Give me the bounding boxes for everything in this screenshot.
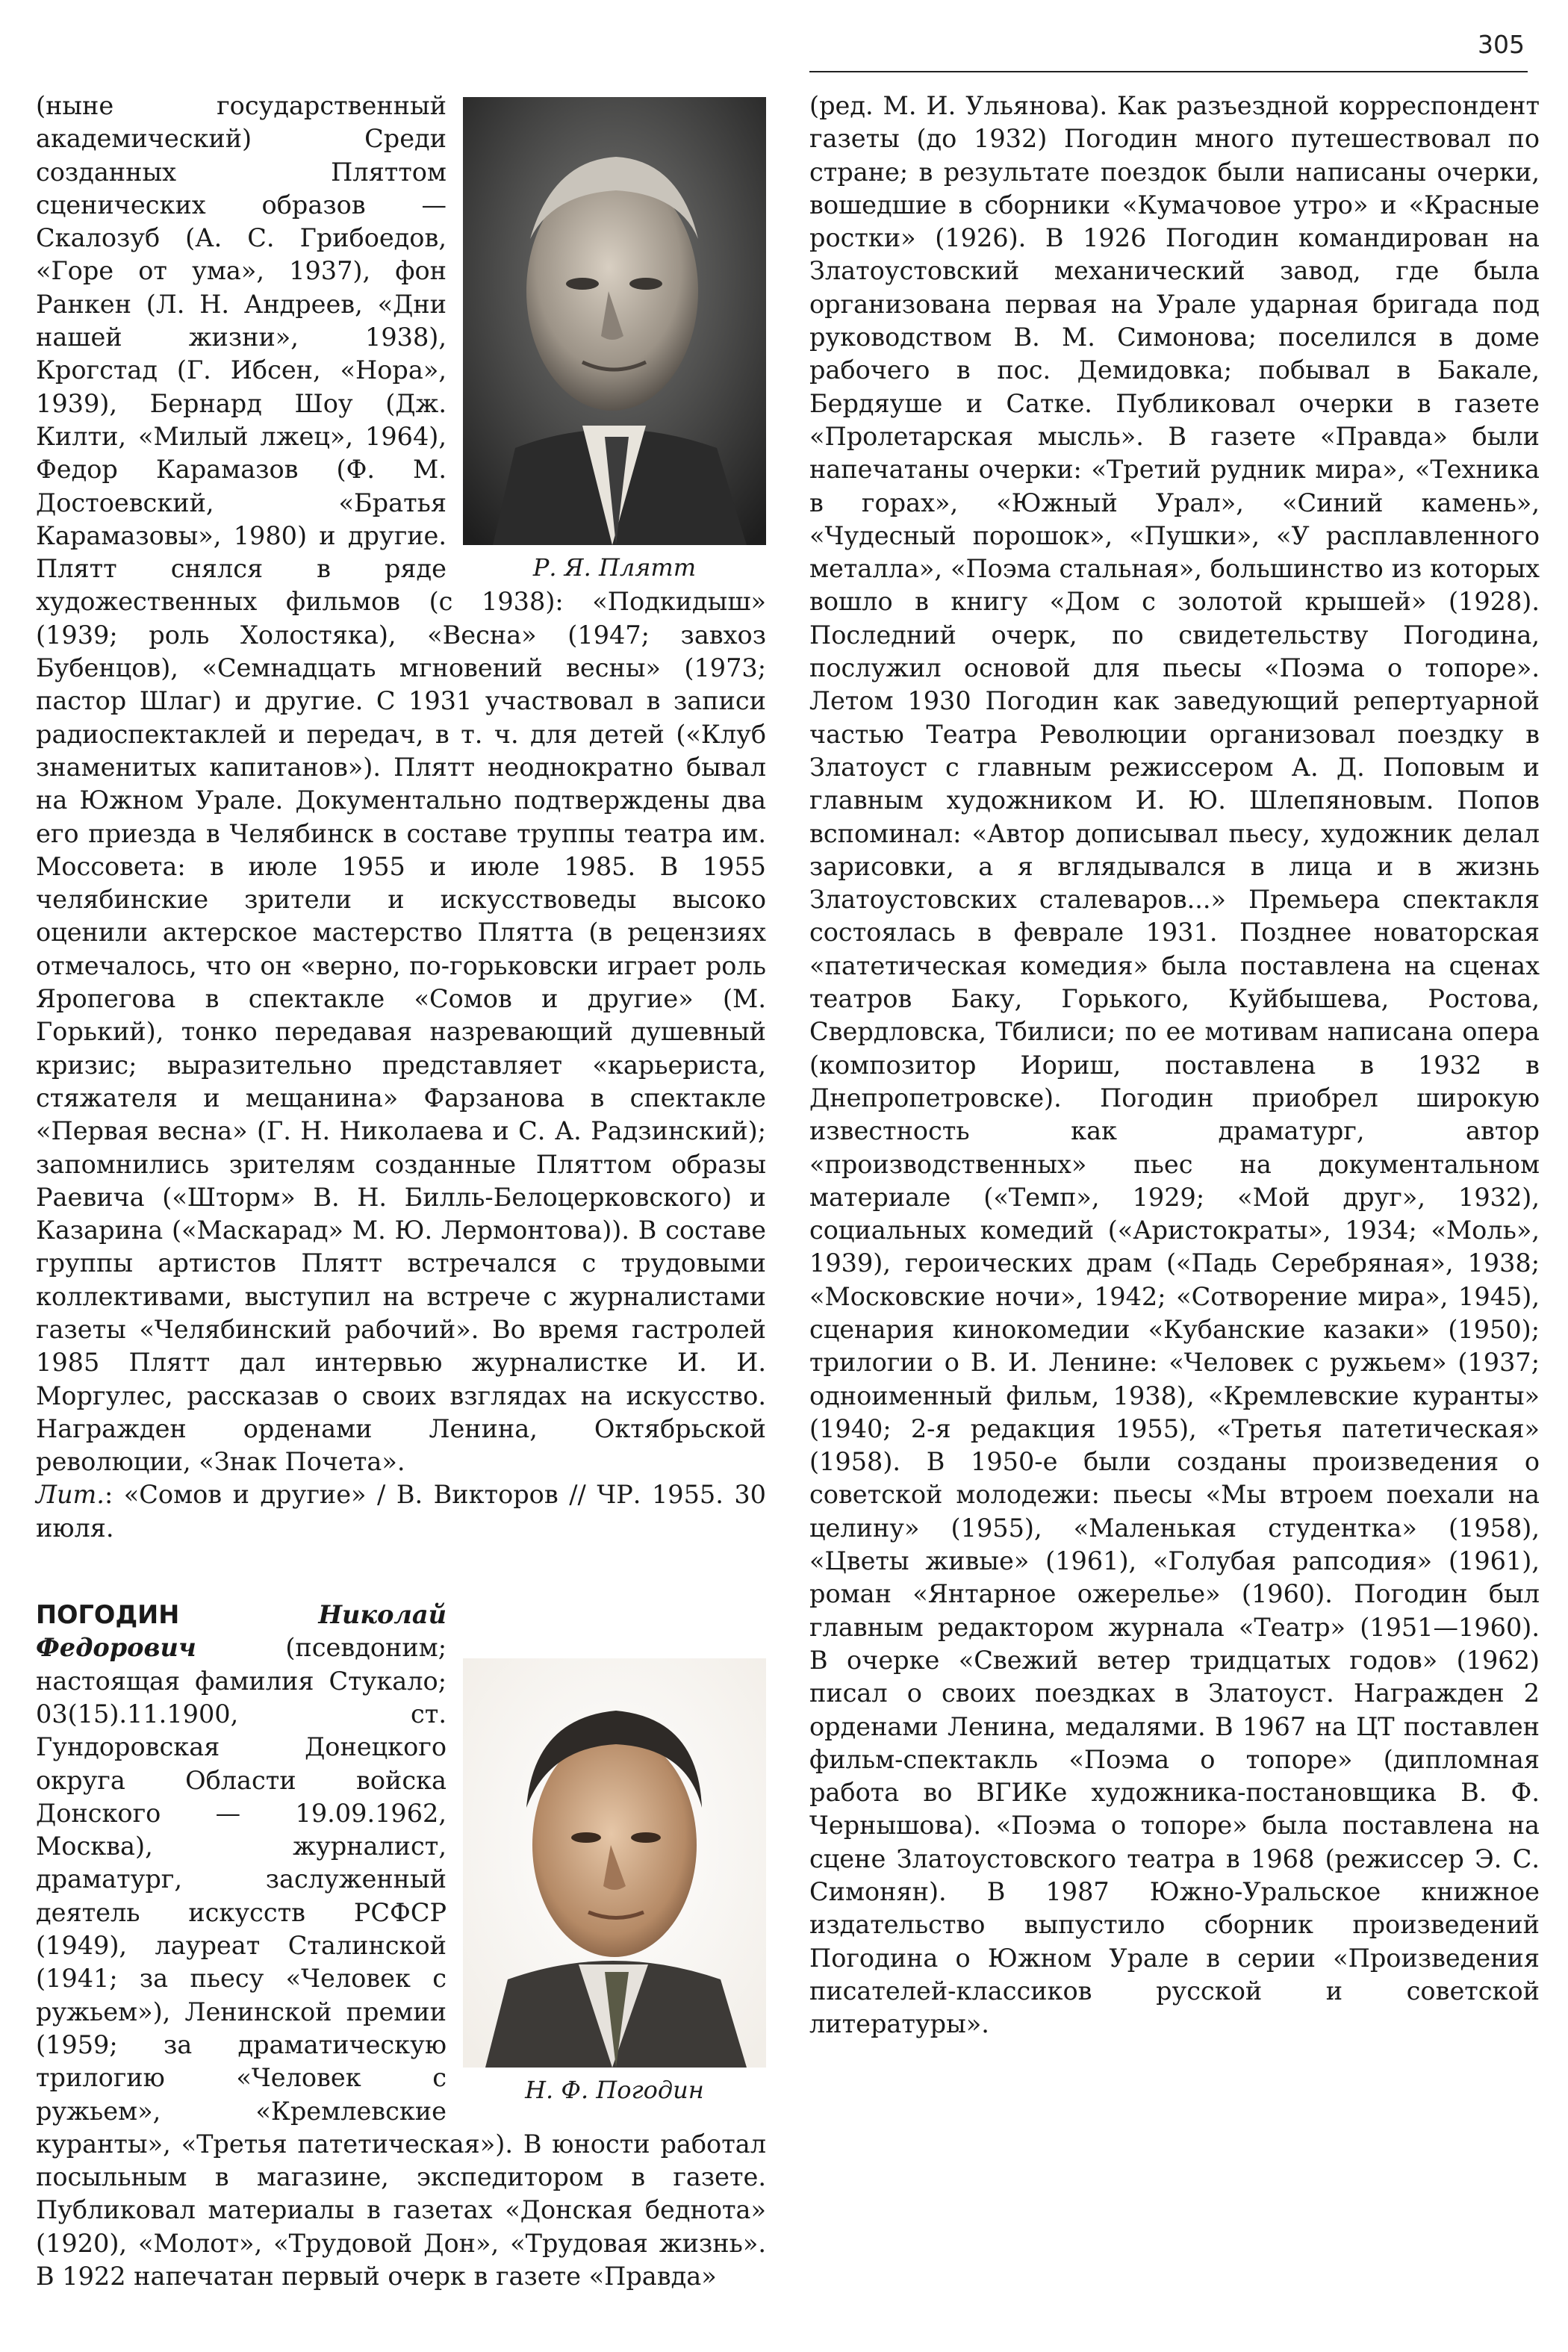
- figure-caption-pogodin: Н. Ф. Погодин: [525, 2076, 704, 2105]
- figure-plyatt: [463, 97, 766, 582]
- pogodin-article-continuation: [809, 90, 1540, 2041]
- portrait-plyatt-image: [463, 97, 766, 545]
- pogodin-paragraph-start: (псевдоним; настоящая фамилия Стукало; 03(15).11.1900, ст. Гундоровская Донецкого округа Области войска Донского — 19.09.1962, Москва), журналист, драматург, заслуженный деятель искусств РСФСР (1949), лауреат Сталинской (1941; за пьесу «Человек с ружьем»), Ленинской премии (1959; за драматическую трилогию «Человек с ружьем», «Кремлевские куранты», «Третья патетическая»). В юности работал посыльным в магазине, экспедитором в газете. Публиковал материалы в газетах «Донская беднота» (1920), «Молот», «Трудовой Дон», «Трудовая жизнь». В 1922 напечатан первый очерк в газете «Правда»: [36, 1633, 766, 2291]
- header-rule: [809, 71, 1528, 72]
- lit-text: : «Сомов и другие» / В. Викторов // ЧР. 1955. 30 июля.: [36, 1480, 766, 1543]
- literature-reference: [36, 1478, 766, 1545]
- right-column: [809, 90, 1540, 2041]
- figure-pogodin: [463, 1658, 766, 2105]
- figure-caption-plyatt: Р. Я. Плятт: [532, 553, 697, 582]
- portrait-pogodin-image: [463, 1658, 766, 2068]
- plyatt-paragraph: (ныне государственный академический) Среди созданных Пляттом сценических образов — Скалозуб (А. С. Грибоедов, «Горе от ума», 1937), фон Ранкен (Л. Н. Андреев, «Дни нашей жизни», 1938), Крогстад (Г. Ибсен, «Нора», 1939), Бернард Шоу (Дж. Килти, «Милый лжец», 1964), Федор Карамазов (Ф. М. Достоевский, «Братья Карамазовы», 1980) и другие. Плятт снялся в ряде художественных фильмов (с 1938): «Подкидыш» (1939; роль Холостяка), «Весна» (1947; завхоз Бубенцов), «Семнадцать мгновений весны» (1973; пастор Шлаг) и другие. С 1931 участвовал в записи радиоспектаклей и передач, в т. ч. для детей («Клуб знаменитых капитанов»). Плятт неоднократно бывал на Южном Урале. Документально подтверждены два его приезда в Челябинск в составе труппы театра им. Моссовета: в июле 1955 и июле 1985. В 1955 челябинские зрители и искусствоведы высоко оценили актерское мастерство Плятта (в рецензиях отмечалось, что он «верно, по-горьковски играет роль Яропегова в спектакле «Сомов и другие» (М. Горький), тонко передавая назревающий душевный кризис; выразительно представляет «карьериста, стяжателя и мещанина» Фарзанова в спектакле «Первая весна» (Г. Н. Николаева и С. А. Радзинский); запомнились зрителям созданные Пляттом образы Раевича («Шторм» В. Н. Билль-Белоцерковского) и Казарина («Маскарад» М. Ю. Лермонтова)). В составе группы артистов Плятт встречался с трудовыми коллективами, выступил на встрече с журналистами газеты «Челябинский рабочий». Во время гастролей 1985 Плятт дал интервью журналистке И. И. Моргулес, рассказав о своих взглядах на искусство. Награжден орденами Ленина, Октябрьской революции, «Знак Почета».: [36, 91, 766, 1477]
- lit-label: Лит.: [36, 1480, 105, 1510]
- left-column: [36, 90, 766, 2293]
- headword-pogodin: ПОГОДИН: [36, 1600, 180, 1630]
- headword-name: Николай Федорович: [36, 1600, 447, 1663]
- entry-gap: [36, 1545, 766, 1599]
- page-number: 305: [1478, 30, 1525, 59]
- pogodin-paragraph-continuation: (ред. М. И. Ульянова). Как разъездной корреспондент газеты (до 1932) Погодин много путешествовал по стране; в результате поездок были написаны очерки, вошедшие в сборники «Кумачовое утро» и «Красные ростки» (1926). В 1926 Погодин командирован на Златоустовский механический завод, где была организована первая на Урале ударная бригада под руководством В. М. Симонова; поселился в доме рабочего в пос. Демидовка; побывал в Бакале, Бердяуше и Сатке. Публиковал очерки в газете «Пролетарская мысль». В газете «Правда» были напечатаны очерки: «Третий рудник мира», «Техника в горах», «Южный Урал», «Синий камень», «Чудесный порошок», «Пушки», «У расплавленного металла», «Поэма стальная», большинство из которых вошло в книгу «Дом с золотой крышей» (1928). Последний очерк, по свидетельству Погодина, послужил основой для пьесы «Поэма о топоре». Летом 1930 Погодин как заведующий репертуарной частью Театра Революции организовал поездку в Златоуст с главным режиссером А. Д. Поповым и главным художником И. Ю. Шлепяновым. Попов вспоминал: «Автор дописывал пьесу, художник делал зарисовки, а я вглядывался в лица и в жизнь Златоустовских сталеваров...» Премьера спектакля состоялась в феврале 1931. Позднее новаторская «патетическая комедия» была поставлена на сценах театров Баку, Горького, Куйбышева, Ростова, Свердловска, Тбилиси; по ее мотивам написана опера (композитор Иориш, поставлена в 1932 в Днепропетровске). Погодин приобрел широкую известность как драматург, автор «производственных» пьес на документальном материале («Темп», 1929; «Мой друг», 1932), социальных комедий («Аристократы», 1934; «Моль», 1939), героических драм («Падь Серебряная», 1938; «Московские ночи», 1942; «Сотворение мира», 1945), сценария кинокомедии «Кубанские казаки» (1950); трилогии о В. И. Ленине: «Человек с ружьем» (1937; одноименный фильм, 1938), «Кремлевские куранты» (1940; 2-я редакция 1955), «Третья патетическая» (1958). В 1950-е были созданы произведения о советской молодежи: пьесы «Мы втроем поехали на целину» (1955), «Маленькая студентка» (1958), «Цветы живые» (1961), «Голубая рапсодия» (1961), роман «Янтарное ожерелье» (1960). Погодин был главным редактором журнала «Театр» (1951—1960). В очерке «Свежий ветер тридцатых годов» (1962) писал о своих поездках в Златоуст. Награжден 2 орденами Ленина, медалями. В 1967 на ЦТ поставлен фильм-спектакль «Поэма о топоре» (дипломная работа во ВГИКе художника-постановщика В. Ф. Чернышова). «Поэма о топоре» была поставлена на сцене Златоустовского театра в 1968 (режиссер Э. С. Симонян). В 1987 Южно-Уральское книжное издательство выпустило сборник произведений Погодина о Южном Урале в серии «Произведения писателей-классиков русской и советской литературы».: [809, 91, 1540, 2039]
